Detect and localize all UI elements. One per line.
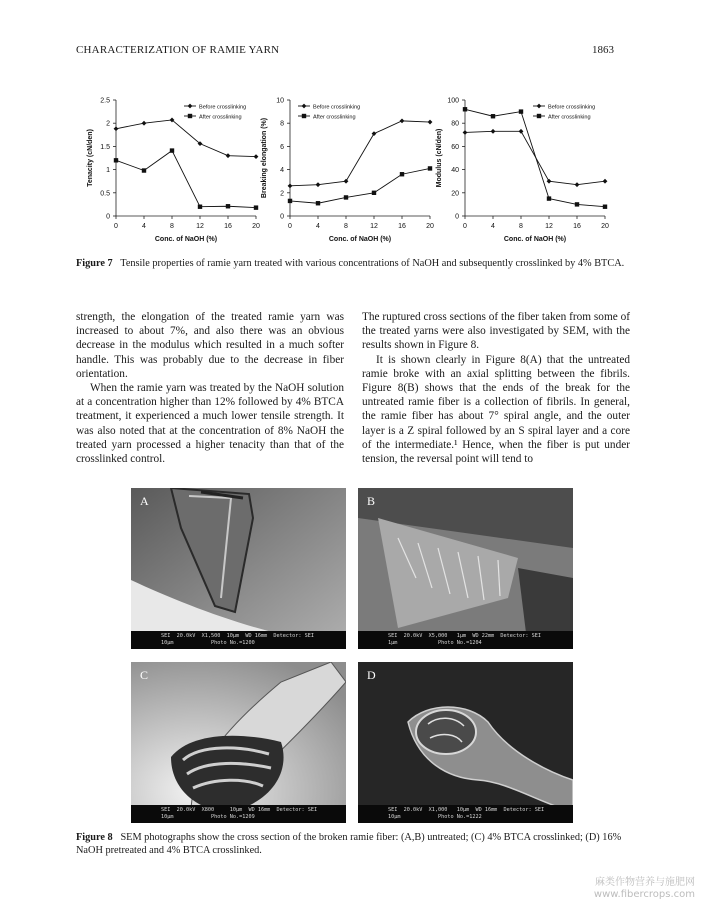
data-point — [491, 114, 495, 118]
data-point — [575, 202, 579, 206]
panel-letter: C — [140, 668, 149, 682]
sem-photo-d — [358, 662, 573, 823]
data-point — [344, 179, 349, 184]
legend-marker — [302, 104, 307, 109]
crosslinked-fiber-illustration — [131, 662, 346, 823]
x-tick-label: 16 — [398, 223, 406, 230]
x-tick-label: 4 — [491, 223, 495, 230]
data-point — [254, 154, 259, 159]
panel-letter: B — [367, 494, 376, 508]
figure-8-caption — [76, 832, 632, 857]
data-point — [288, 183, 293, 188]
figure-7-caption-text: Tensile properties of ramie yarn treated with various concentrations of NaOH and subsequently crosslinked by 4% BTCA. — [120, 258, 625, 269]
paragraph: strength, the elongation of the treated ramie yarn was increased to about 7%, and also there was an obvious decrease in the modulus which resulted in a much softer handle. This was probably due to the decrease in fiber orientation. — [76, 311, 344, 380]
series-line — [465, 131, 605, 184]
x-tick-label: 20 — [426, 223, 434, 230]
x-tick-label: 20 — [252, 223, 260, 230]
data-point — [316, 201, 320, 205]
paragraph: It is shown clearly in Figure 8(A) that the untreated ramie broke with an axial splitting between the fibrils. Figure 8(B) shows that the ends of the break for the untreated ramie fiber is a collection of fibrils. In general, the ramie fiber has about 7° spiral angle, and the outer layer is a Z spiral followed by an S spiral layer and a core of the intermediate.¹ Hence, when the fiber is put under tension, the reversal point will tend to — [362, 353, 630, 466]
y-tick-label: 2 — [280, 190, 284, 198]
modulus-chart — [436, 98, 609, 244]
x-tick-label: 16 — [573, 223, 581, 230]
y-tick-label: 2.5 — [100, 97, 110, 105]
running-title: CHARACTERIZATION OF RAMIE YARN — [76, 44, 280, 56]
legend-label: After crosslinking — [199, 114, 242, 121]
sem-info-bar: SEI 20.0kV X1,500 10μm WD 16mm Detector: SEI 10μm Photo No.=1200 — [131, 631, 346, 649]
data-point — [463, 107, 467, 111]
fiber-break-illustration — [131, 488, 346, 649]
data-point — [428, 166, 432, 170]
data-point — [226, 204, 230, 208]
y-tick-label: 20 — [451, 190, 459, 198]
sem-photo-c — [131, 662, 346, 823]
legend-label: After crosslinking — [548, 114, 591, 121]
y-tick-label: 0.5 — [100, 190, 110, 198]
data-point — [316, 182, 321, 187]
data-point — [400, 118, 405, 123]
fibrils-illustration — [358, 488, 573, 649]
x-tick-label: 8 — [344, 223, 348, 230]
y-tick-label: 60 — [451, 143, 459, 151]
legend-label: After crosslinking — [313, 114, 356, 121]
figure-8-label: Figure 8 — [76, 832, 113, 843]
panel-letter: A — [140, 494, 149, 508]
watermark — [594, 877, 695, 901]
y-tick-label: 10 — [276, 97, 284, 105]
watermark-line: 麻类作物营养与施肥网 — [595, 877, 695, 888]
right-column — [362, 310, 630, 466]
series-line — [465, 109, 605, 206]
legend-marker — [537, 104, 542, 109]
data-point — [142, 121, 147, 126]
data-point — [519, 109, 523, 113]
page-number: 1863 — [592, 44, 614, 56]
x-tick-label: 16 — [224, 223, 232, 230]
y-axis-label: Modulus (cN/den) — [436, 128, 443, 188]
y-tick-label: 2 — [106, 120, 110, 128]
data-point — [400, 172, 404, 176]
y-axis-label: Breaking elongation (%) — [261, 117, 268, 199]
paragraph: When the ramie yarn was treated by the NaOH solution at a concentration higher than 12% followed by 4% BTCA treatment, it experienced a much lower tensile strength. It was also noted that at the concentration of 8% NaOH the treated yarn processed a higher tenacity than that of the crosslinked control. — [76, 382, 344, 466]
series-line — [116, 120, 256, 157]
series-line — [290, 168, 430, 203]
figure-8-caption-text: SEM photographs show the cross section of the broken ramie fiber: (A,B) untreated; (C) 4% BTCA crosslinked; (D) 16% NaOH pretreated and 4% BTCA crosslinked. — [76, 832, 622, 856]
x-tick-label: 4 — [142, 223, 146, 230]
y-axis-label: Tenacity (cN/den) — [87, 129, 94, 187]
y-tick-label: 8 — [280, 120, 284, 128]
legend-label: Before crosslinking — [199, 104, 247, 111]
x-tick-label: 20 — [601, 223, 609, 230]
legend-marker — [188, 114, 192, 118]
legend-marker — [188, 104, 193, 109]
sem-info-bar: SEI 20.0kV X1,000 10μm WD 16mm Detector: SEI 10μm Photo No.=1222 — [358, 805, 573, 823]
data-point — [603, 179, 608, 184]
data-point — [344, 195, 348, 199]
y-tick-label: 0 — [455, 213, 459, 221]
data-point — [372, 191, 376, 195]
data-point — [142, 168, 146, 172]
x-axis-label: Conc. of NaOH (%) — [503, 236, 567, 243]
data-point — [170, 148, 174, 152]
y-tick-label: 40 — [451, 167, 459, 175]
data-point — [519, 129, 524, 134]
legend-marker — [302, 114, 306, 118]
panel-letter: D — [367, 668, 376, 682]
data-point — [254, 205, 258, 209]
data-point — [547, 179, 552, 184]
sem-photo-b — [358, 488, 573, 649]
data-point — [463, 130, 468, 135]
tenacity-chart — [87, 98, 260, 244]
x-axis-label: Conc. of NaOH (%) — [154, 236, 218, 243]
data-point — [198, 205, 202, 209]
breaking-elongation-chart — [261, 98, 434, 244]
x-tick-label: 8 — [519, 223, 523, 230]
figure-7-charts — [76, 92, 632, 254]
x-tick-label: 0 — [288, 223, 292, 230]
y-tick-label: 100 — [447, 97, 459, 105]
y-tick-label: 0 — [280, 213, 284, 221]
sem-info-bar: SEI 20.0kV X5,000 1μm WD 22mm Detector: SEI 1μm Photo No.=1204 — [358, 631, 573, 649]
y-tick-label: 1.5 — [100, 143, 110, 151]
sem-info-bar: SEI 20.0kV X800 10μm WD 16mm Detector: SEI 10μm Photo No.=1209 — [131, 805, 346, 823]
data-point — [547, 196, 551, 200]
figure-7-label: Figure 7 — [76, 258, 113, 269]
y-tick-label: 6 — [280, 143, 284, 151]
pretreated-fiber-illustration — [358, 662, 573, 823]
series-line — [290, 121, 430, 186]
watermark-line: www.fibercrops.com — [593, 889, 695, 900]
y-tick-label: 4 — [280, 167, 284, 175]
x-tick-label: 12 — [196, 223, 204, 230]
x-tick-label: 12 — [370, 223, 378, 230]
left-column — [76, 310, 344, 466]
data-point — [575, 182, 580, 187]
y-tick-label: 1 — [106, 167, 110, 175]
data-point — [603, 205, 607, 209]
legend-label: Before crosslinking — [548, 104, 596, 111]
x-tick-label: 8 — [170, 223, 174, 230]
x-tick-label: 4 — [316, 223, 320, 230]
data-point — [428, 120, 433, 125]
figure-7-caption — [76, 258, 630, 271]
data-point — [114, 158, 118, 162]
x-tick-label: 12 — [545, 223, 553, 230]
y-tick-label: 80 — [451, 120, 459, 128]
data-point — [288, 199, 292, 203]
x-tick-label: 0 — [463, 223, 467, 230]
legend-marker — [537, 114, 541, 118]
x-tick-label: 0 — [114, 223, 118, 230]
sem-photo-a — [131, 488, 346, 649]
series-line — [116, 151, 256, 208]
data-point — [226, 153, 231, 158]
legend-label: Before crosslinking — [313, 104, 361, 111]
data-point — [491, 129, 496, 134]
data-point — [114, 126, 119, 131]
paragraph: The ruptured cross sections of the fiber taken from some of the treated yarns were also investigated by SEM, with the results shown in Figure 8. — [362, 311, 630, 352]
y-tick-label: 0 — [106, 213, 110, 221]
data-point — [372, 131, 377, 136]
x-axis-label: Conc. of NaOH (%) — [328, 236, 392, 243]
